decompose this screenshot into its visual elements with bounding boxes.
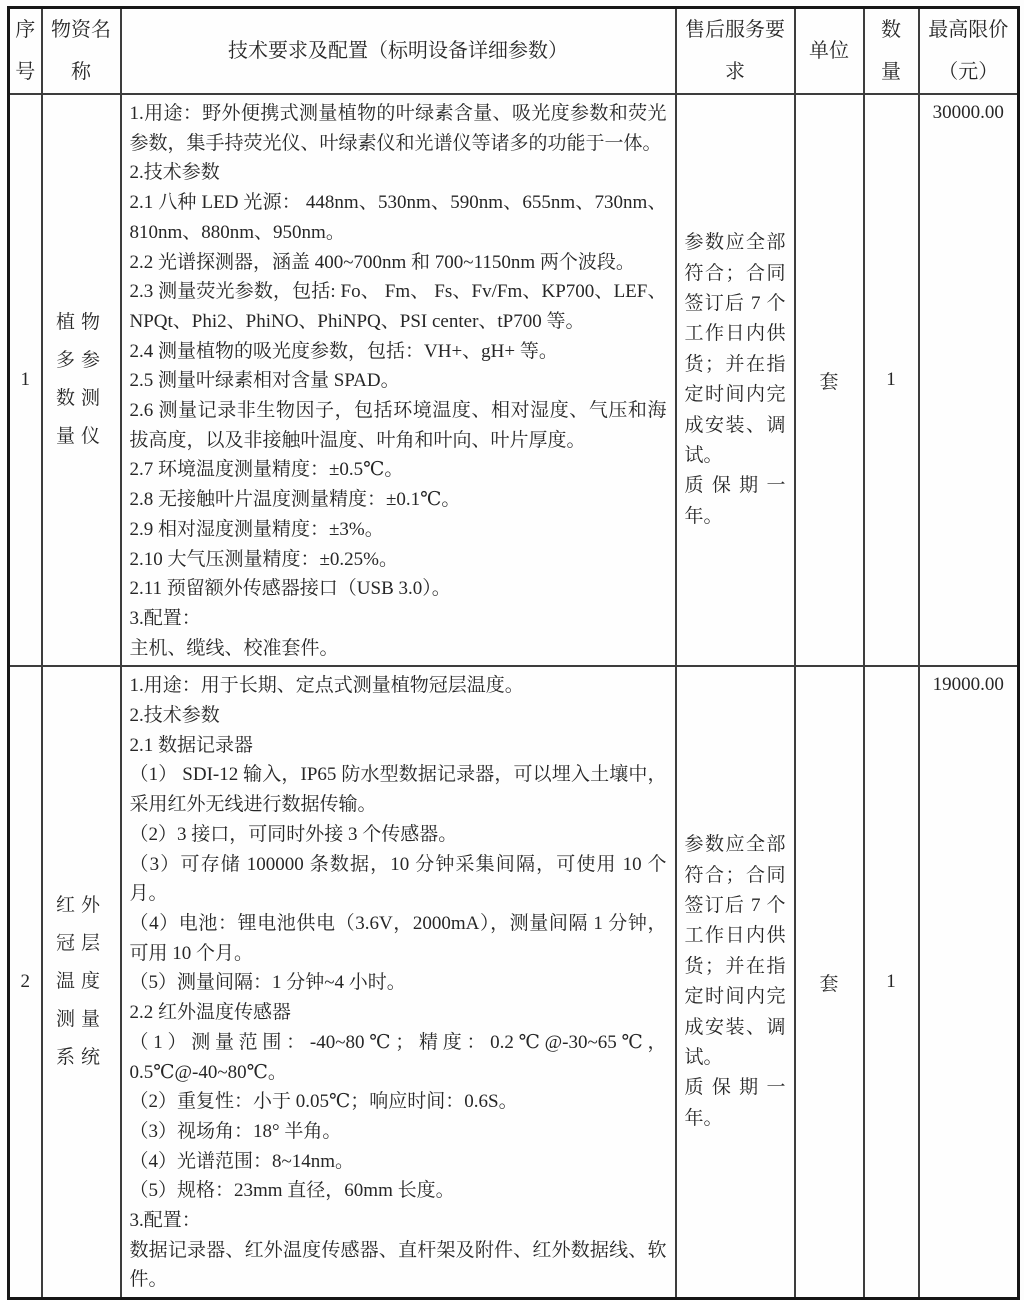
cell-index: 1 <box>9 94 42 666</box>
text-line: 2.技术参数 <box>129 705 220 727</box>
text-line: 主机、缆线、校准套件。 <box>129 637 339 659</box>
header-index: 序号 <box>9 8 42 95</box>
text-line: （3）视场角：18° 半角。 <box>129 1120 342 1142</box>
header-max-price: 最高限价（元） <box>919 8 1019 95</box>
cell-max-price: 19000.00 <box>919 666 1019 1298</box>
procurement-spec-table <box>7 6 1020 1300</box>
text-line: 2.技术参数 <box>129 162 220 184</box>
text-line: 参数应全部符合；合同签订后 7 个工作日内供货；并在指定时间内完成安装、调试。 <box>684 232 786 466</box>
cell-item-name <box>42 666 121 1298</box>
item-name-text: 红外冠层温度测量系统 <box>55 895 106 1069</box>
text-line: （2）重复性：小于 0.05℃；响应时间：0.6S。 <box>129 1091 518 1113</box>
text-line: （2）3 接口，可同时外接 3 个传感器。 <box>129 823 458 845</box>
cell-tech-requirements <box>121 94 676 666</box>
text-line: 2.3 测量荧光参数，包括: Fo、 Fm、 Fs、Fv/Fm、KP700、LEF、NPQt、Phi2、PhiNO、PhiNPQ、PSI center、tP700 等。 <box>129 281 667 332</box>
text-line: 2.2 光谱探测器，涵盖 400~700nm 和 700~1150nm 两个波段。 <box>129 251 635 273</box>
cell-after-sales <box>676 666 795 1298</box>
cell-quantity: 1 <box>864 94 919 666</box>
item-name-text: 植物多参数测量仪 <box>55 312 106 448</box>
text-line: （5）规格：23mm 直径，60mm 长度。 <box>129 1180 455 1202</box>
cell-after-sales <box>676 94 795 666</box>
text-line: 2.7 环境温度测量精度：±0.5℃。 <box>129 459 404 481</box>
text-line: （1）测量范围：-40~80℃；精度：0.2℃@-30~65℃，0.5℃@-40~80℃。 <box>129 1031 667 1083</box>
text-line: 2.9 相对湿度测量精度：±3%。 <box>129 518 384 540</box>
table-header <box>9 8 1019 95</box>
cell-unit: 套 <box>795 94 864 666</box>
cell-unit: 套 <box>795 666 864 1298</box>
text-line: 2.8 无接触叶片温度测量精度：±0.1℃。 <box>129 489 461 511</box>
text-line: 2.5 测量叶绿素相对含量 SPAD。 <box>129 370 400 392</box>
text-line: 3.配置： <box>129 1210 201 1232</box>
cell-max-price: 30000.00 <box>919 94 1019 666</box>
text-line: 质保期一年。 <box>684 1077 786 1129</box>
table-row <box>9 94 1019 666</box>
text-line: （4）电池：锂电池供电（3.6V，2000mA），测量间隔 1 分钟，可用 10 个月。 <box>129 912 667 964</box>
header-quantity: 数量 <box>864 8 919 95</box>
text-line: 1.用途：野外便携式测量植物的叶绿素含量、吸光度参数和荧光参数，集手持荧光仪、叶绿素仪和光谱仪等诸多的功能于一体。 <box>129 103 667 154</box>
header-after-sales: 售后服务要求 <box>676 8 795 95</box>
text-line: 2.11 预留额外传感器接口（USB 3.0）。 <box>129 578 451 600</box>
text-line: 参数应全部符合；合同签订后 7 个工作日内供货；并在指定时间内完成安装、调试。 <box>684 834 786 1069</box>
text-line: 2.1 八种 LED 光源： 448nm、530nm、590nm、655nm、730nm、810nm、880nm、950nm。 <box>129 192 667 243</box>
text-line: （3）可存储 100000 条数据，10 分钟采集间隔，可使用 10 个月。 <box>129 853 667 905</box>
table-body <box>9 94 1019 1299</box>
cell-item-name <box>42 94 121 666</box>
header-unit: 单位 <box>795 8 864 95</box>
cell-tech-requirements <box>121 666 676 1298</box>
text-line: 2.10 大气压测量精度：±0.25%。 <box>129 548 399 570</box>
text-line: 1.用途：用于长期、定点式测量植物冠层温度。 <box>129 675 524 697</box>
header-item-name: 物资名称 <box>42 8 121 95</box>
text-line: 2.1 数据记录器 <box>129 734 254 756</box>
text-line: 数据记录器、红外温度传感器、直杆架及附件、红外数据线、软件。 <box>129 1239 667 1291</box>
cell-quantity: 1 <box>864 666 919 1298</box>
text-line: 2.4 测量植物的吸光度参数，包括：VH+、gH+ 等。 <box>129 340 558 362</box>
header-tech-requirements: 技术要求及配置（标明设备详细参数） <box>121 8 676 95</box>
table-row <box>9 666 1019 1298</box>
text-line: 3.配置： <box>129 607 201 629</box>
cell-index: 2 <box>9 666 42 1298</box>
text-line: （1） SDI-12 输入，IP65 防水型数据记录器，可以埋入土壤中，采用红外无线进行数据传输。 <box>129 764 667 816</box>
text-line: 质保期一年。 <box>684 475 786 527</box>
text-line: （5）测量间隔：1 分钟~4 小时。 <box>129 972 406 994</box>
text-line: （4）光谱范围：8~14nm。 <box>129 1150 355 1172</box>
text-line: 2.6 测量记录非生物因子，包括环境温度、相对湿度、气压和海拔高度，以及非接触叶温度、叶角和叶向、叶片厚度。 <box>129 400 667 451</box>
text-line: 2.2 红外温度传感器 <box>129 1002 292 1024</box>
header-row <box>9 8 1019 95</box>
